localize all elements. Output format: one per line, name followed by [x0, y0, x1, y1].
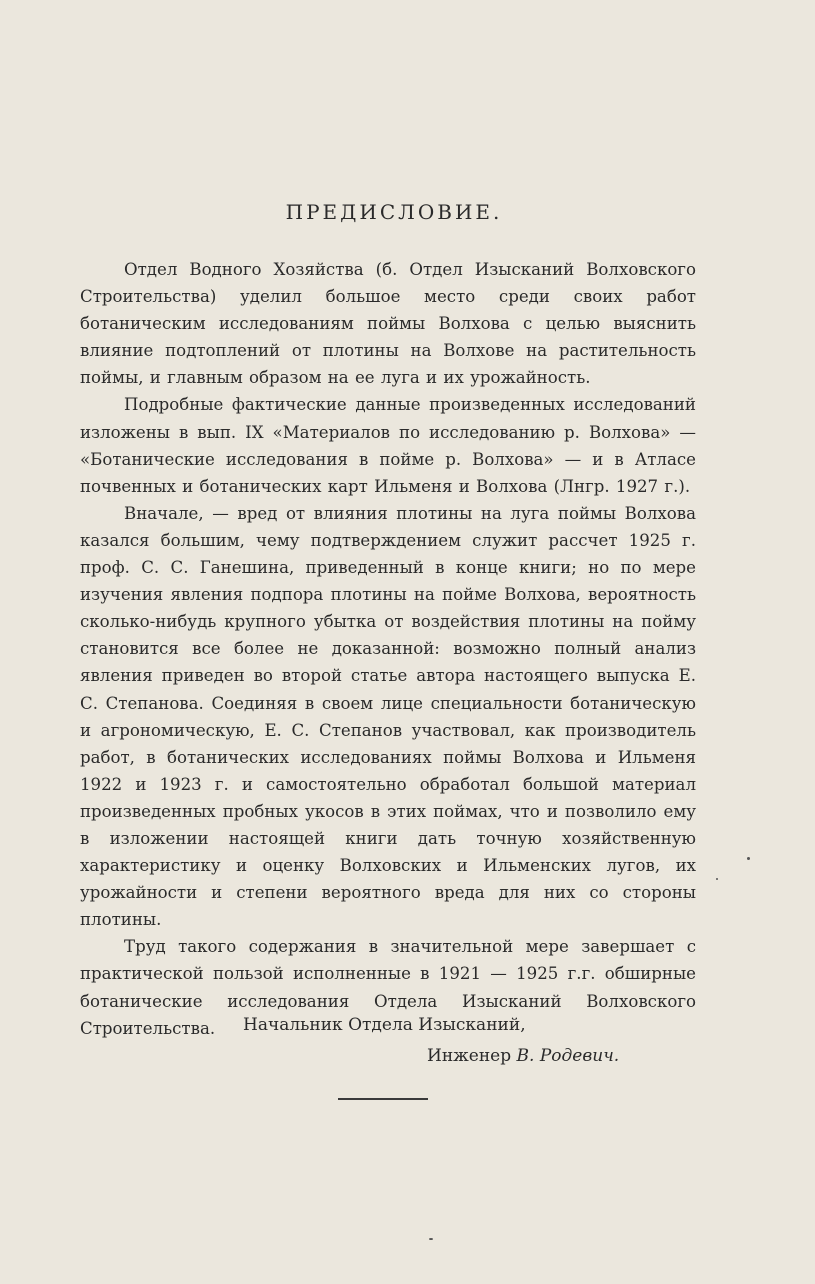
paragraph-1: Отдел Водного Хозяйства (б. Отдел Изысканий Волховского Строительства) уделил большое место среди своих работ ботаническим исследованиям поймы Волхова с целью выяснить влияние подтоплений от плотины на Волхове на растительность поймы, и главным образом на ее луга и их урожайность. [80, 260, 696, 388]
page-title: ПРЕДИСЛОВИЕ. [285, 200, 503, 224]
ink-speck [429, 1238, 433, 1240]
signature-position: Начальник Отдела Изысканий, [243, 1015, 526, 1035]
paragraph-3: Вначале, — вред от влияния плотины на луга поймы Волхова казался большим, чему подтверждением служит рассчет 1925 г. проф. С. С. Ганешина, приведенный в конце книги; но по мере изучения явления подпора плотины на пойме Волхова, вероятность сколько-нибудь крупного убытка от воздействия плотины на пойму становится все более не доказанной: возможно полный анализ явления приведен во второй статье автора настоящего выпуска Е. С. Степанова. Соединяя в своем лице специальности ботаническую и агрономическую, Е. С. Степанов участвовал, как производитель работ, в ботанических исследованиях поймы Волхова и Ильменя 1922 и 1923 г. и самостоятельно обработал большой материал произведенных пробных укосов в этих поймах, что и позволило ему в изложении настоящей книги дать точную хозяйственную характеристику и оценку Волховских и Ильменских лугов, их урожайности и степени вероятного вреда для них со стороны плотины. [80, 503, 696, 930]
ink-speck [747, 857, 750, 860]
closing-rule [338, 1098, 428, 1100]
signature-block [427, 1046, 619, 1066]
document-body [80, 200, 696, 1042]
signature-name: В. Родевич. [516, 1046, 620, 1066]
paragraph-2: Подробные фактические данные произведенных исследований изложены в вып. IX «Материалов по исследованию р. Волхова» — «Ботанические исследования в пойме р. Волхова» — и в Атласе почвенных и ботанических карт Ильменя и Волхова (Лнгр. 1927 г.). [80, 395, 696, 496]
ink-speck [716, 878, 718, 880]
signature-role: Инженер [427, 1046, 512, 1066]
paragraph-4: Труд такого содержания в значительной мере завершает с практической пользой исполненные в 1921 — 1925 г.г. обширные ботанические исследования Отдела Изысканий Волховского Строительства. [80, 937, 696, 1038]
